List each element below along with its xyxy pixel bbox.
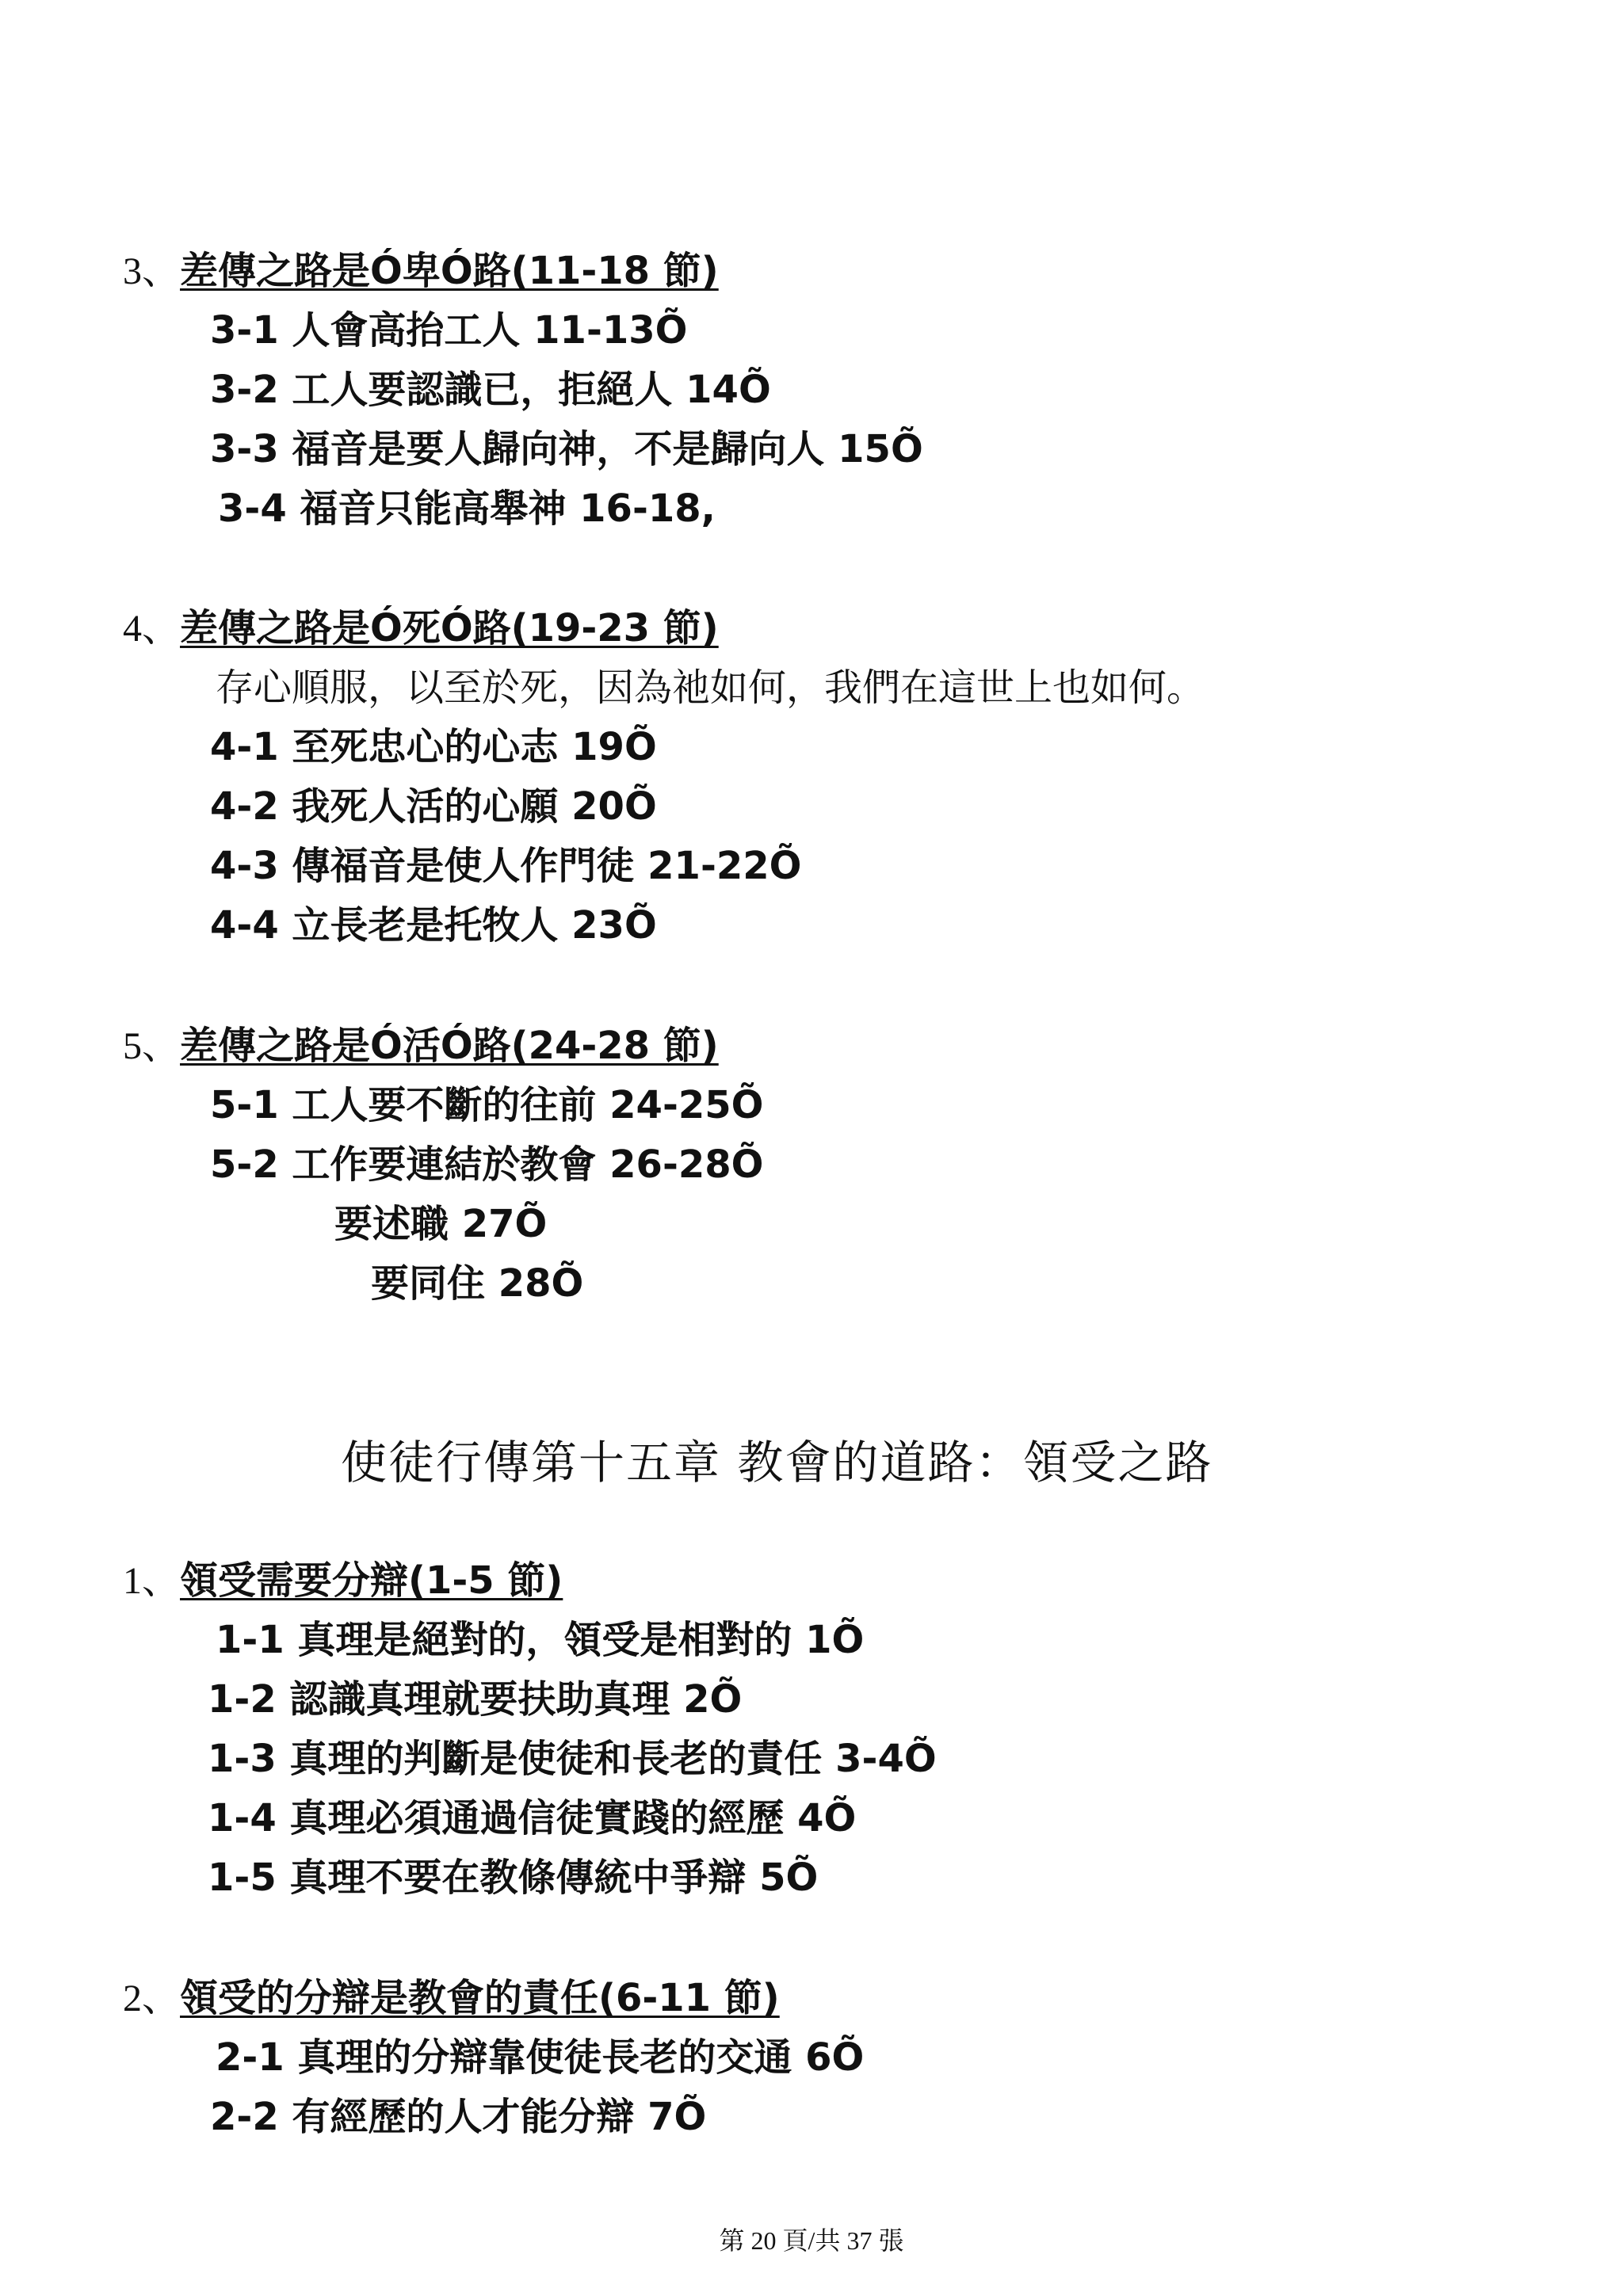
section-title: 差傳之路是Ó活Ó路(24-28 節) — [180, 1024, 719, 1068]
section-title: 差傳之路是Ó死Ó路(19-23 節) — [180, 606, 719, 650]
outline-subitem: 要述職 27Õ — [334, 1202, 548, 1246]
outline-item: 3-1 人會高抬工人 11-13Õ — [210, 308, 688, 353]
section-number: 3、 — [123, 250, 181, 292]
outline-item: 1-2 認識真理就要扶助真理 2Õ — [208, 1677, 743, 1722]
section-intro: 存心順服，以至於死，因為祂如何，我們在這世上也如何。 — [216, 666, 1205, 710]
outline-item: 5-2 工作要連結於教會 26-28Õ — [210, 1142, 764, 1187]
outline-item: 1-3 真理的判斷是使徒和長老的責任 3-4Õ — [208, 1737, 937, 1781]
chapter-title: 使徒行傳第十五章 教會的道路：領受之路 — [341, 1436, 1213, 1489]
section-title: 領受需要分辯(1-5 節) — [180, 1558, 563, 1603]
outline-item: 4-4 立長老是托牧人 23Õ — [210, 903, 657, 948]
outline-item: 3-4 福音只能高舉神 16-18, — [218, 486, 716, 531]
section-heading — [123, 1557, 563, 1604]
section-number: 1、 — [123, 1560, 181, 1602]
section-number: 2、 — [123, 1978, 181, 2019]
outline-item: 1-1 真理是絕對的，領受是相對的 1Õ — [216, 1618, 865, 1662]
section-number: 4、 — [123, 608, 181, 650]
section-heading — [123, 247, 719, 295]
outline-item: 3-2 工人要認識已，拒絕人 14Õ — [210, 368, 771, 412]
outline-item: 5-1 工人要不斷的往前 24-25Õ — [210, 1083, 764, 1127]
section-number: 5、 — [123, 1025, 181, 1067]
section-title: 領受的分辯是教會的責任(6-11 節) — [180, 1976, 780, 2020]
outline-item: 2-1 真理的分辯靠使徒長老的交通 6Õ — [216, 2035, 865, 2080]
outline-item: 1-5 真理不要在教條傳統中爭辯 5Õ — [208, 1855, 819, 1900]
outline-item: 4-2 我死人活的心願 20Õ — [210, 784, 657, 829]
section-heading — [123, 1974, 780, 2022]
section-title: 差傳之路是Ó卑Ó路(11-18 節) — [180, 249, 719, 293]
outline-item: 4-1 至死忠心的心志 19Õ — [210, 725, 657, 769]
outline-item: 3-3 福音是要人歸向神，不是歸向人 15Õ — [210, 427, 923, 471]
section-heading — [123, 1022, 719, 1070]
outline-item: 4-3 傳福音是使人作門徒 21-22Õ — [210, 844, 802, 888]
section-heading — [123, 605, 719, 652]
outline-item: 2-2 有經歷的人才能分辯 7Õ — [210, 2095, 707, 2139]
page-footer: 第 20 頁/共 37 張 — [719, 2226, 904, 2255]
outline-item: 1-4 真理必須通過信徒實踐的經歷 4Õ — [208, 1796, 857, 1840]
outline-subitem: 要同住 28Õ — [371, 1261, 584, 1306]
